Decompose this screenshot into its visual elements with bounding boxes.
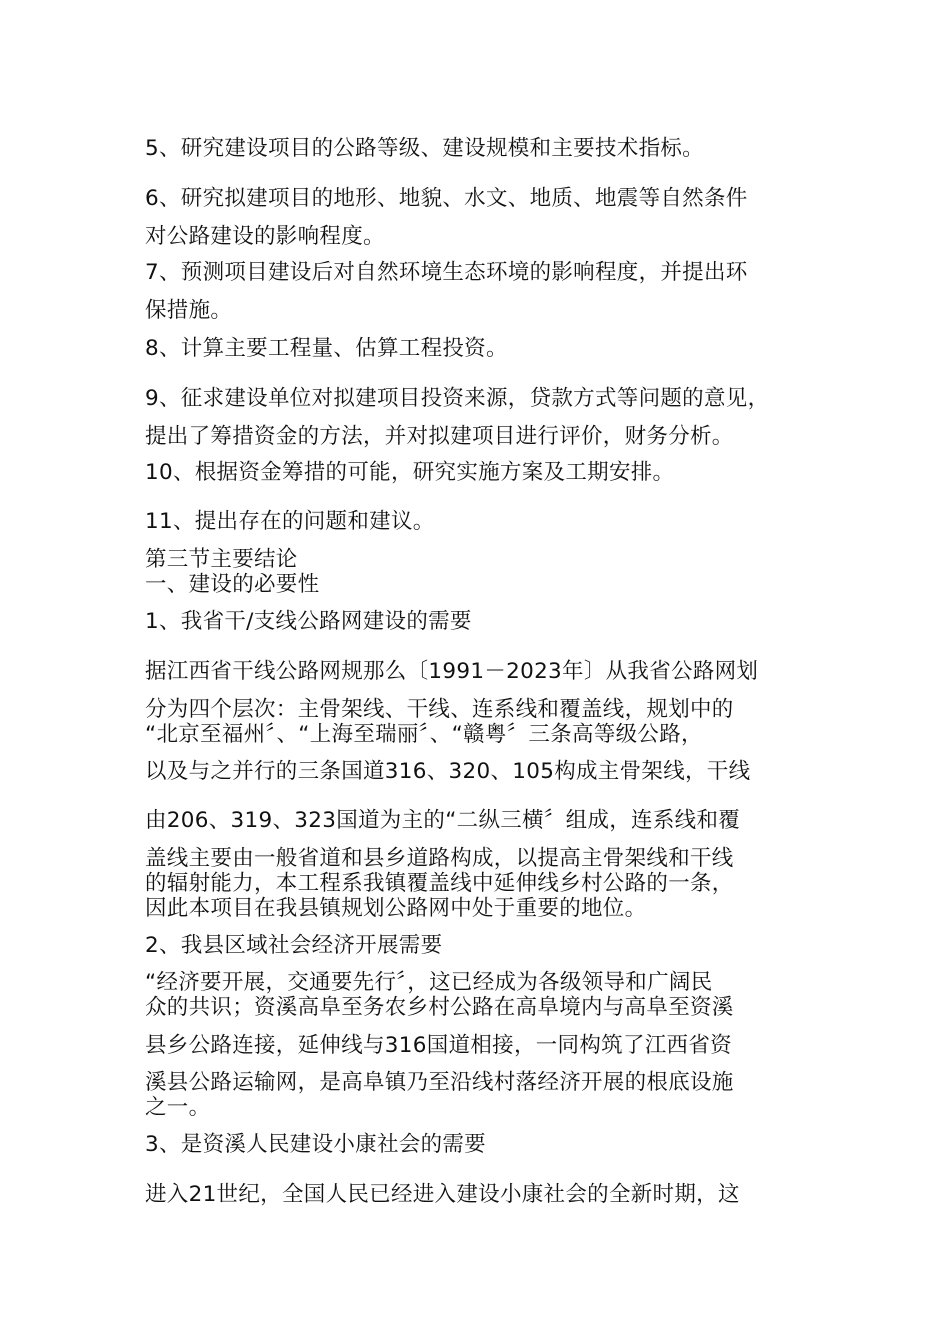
text-line: 对公路建设的影响程度。 <box>145 224 385 249</box>
text-line: 11、提出存在的问题和建议。 <box>145 509 435 534</box>
text-line: 6、研究拟建项目的地形、地貌、水文、地质、地震等自然条件 <box>145 186 748 211</box>
text-line: 3、是资溪人民建设小康社会的需要 <box>145 1132 486 1157</box>
text-line: 保措施。 <box>145 298 233 323</box>
text-line: 2、我县区域社会经济开展需要 <box>145 933 443 958</box>
text-line: 分为四个层次：主骨架线、干线、连系线和覆盖线，规划中的 <box>145 697 734 722</box>
text-line: 以及与之并行的三条国道316、320、105构成主骨架线，干线 <box>145 759 751 784</box>
subsection-heading: 一、建设的必要性 <box>145 572 320 597</box>
text-line: 盖线主要由一般省道和县乡道路构成，以提高主骨架线和干线 <box>145 846 734 871</box>
text-line: 由206、319、323国道为主的“二纵三横〞组成，连系线和覆 <box>145 808 741 833</box>
text-line: 的辐射能力，本工程系我镇覆盖线中延伸线乡村公路的一条， <box>145 871 734 896</box>
text-line: 众的共识；资溪高阜至务农乡村公路在高阜境内与高阜至资溪 <box>145 995 734 1020</box>
text-line: “北京至福州〞、“上海至瑞丽〞、“赣粤〞三条高等级公路， <box>145 722 703 747</box>
text-line: 据江西省干线公路网规那么〔1991－2023年〕从我省公路网划 <box>145 659 759 684</box>
text-line: 8、计算主要工程量、估算工程投资。 <box>145 336 508 361</box>
text-line: 1、我省干/支线公路网建设的需要 <box>145 609 472 634</box>
text-line: 7、预测项目建设后对自然环境生态环境的影响程度，并提出环 <box>145 260 748 285</box>
text-line: 之一。 <box>145 1095 211 1120</box>
text-line: 9、征求建设单位对拟建项目投资来源，贷款方式等问题的意见， <box>145 386 770 411</box>
text-line: 因此本项目在我县镇规划公路网中处于重要的地位。 <box>145 896 647 921</box>
text-line: “经济要开展，交通要先行〞，这已经成为各级领导和广阔民 <box>145 970 713 995</box>
text-line: 溪县公路运输网，是高阜镇乃至沿线村落经济开展的根底设施 <box>145 1070 734 1095</box>
text-line: 进入21世纪，全国人民已经进入建设小康社会的全新时期，这 <box>145 1182 740 1207</box>
text-line: 县乡公路连接，延伸线与316国道相接，一同构筑了江西省资 <box>145 1033 732 1058</box>
section-heading: 第三节主要结论 <box>145 547 298 572</box>
text-line: 提出了筹措资金的方法，并对拟建项目进行评价，财务分析。 <box>145 424 734 449</box>
text-line: 5、研究建设项目的公路等级、建设规模和主要技术指标。 <box>145 136 704 161</box>
text-line: 10、根据资金筹措的可能，研究实施方案及工期安排。 <box>145 460 675 485</box>
